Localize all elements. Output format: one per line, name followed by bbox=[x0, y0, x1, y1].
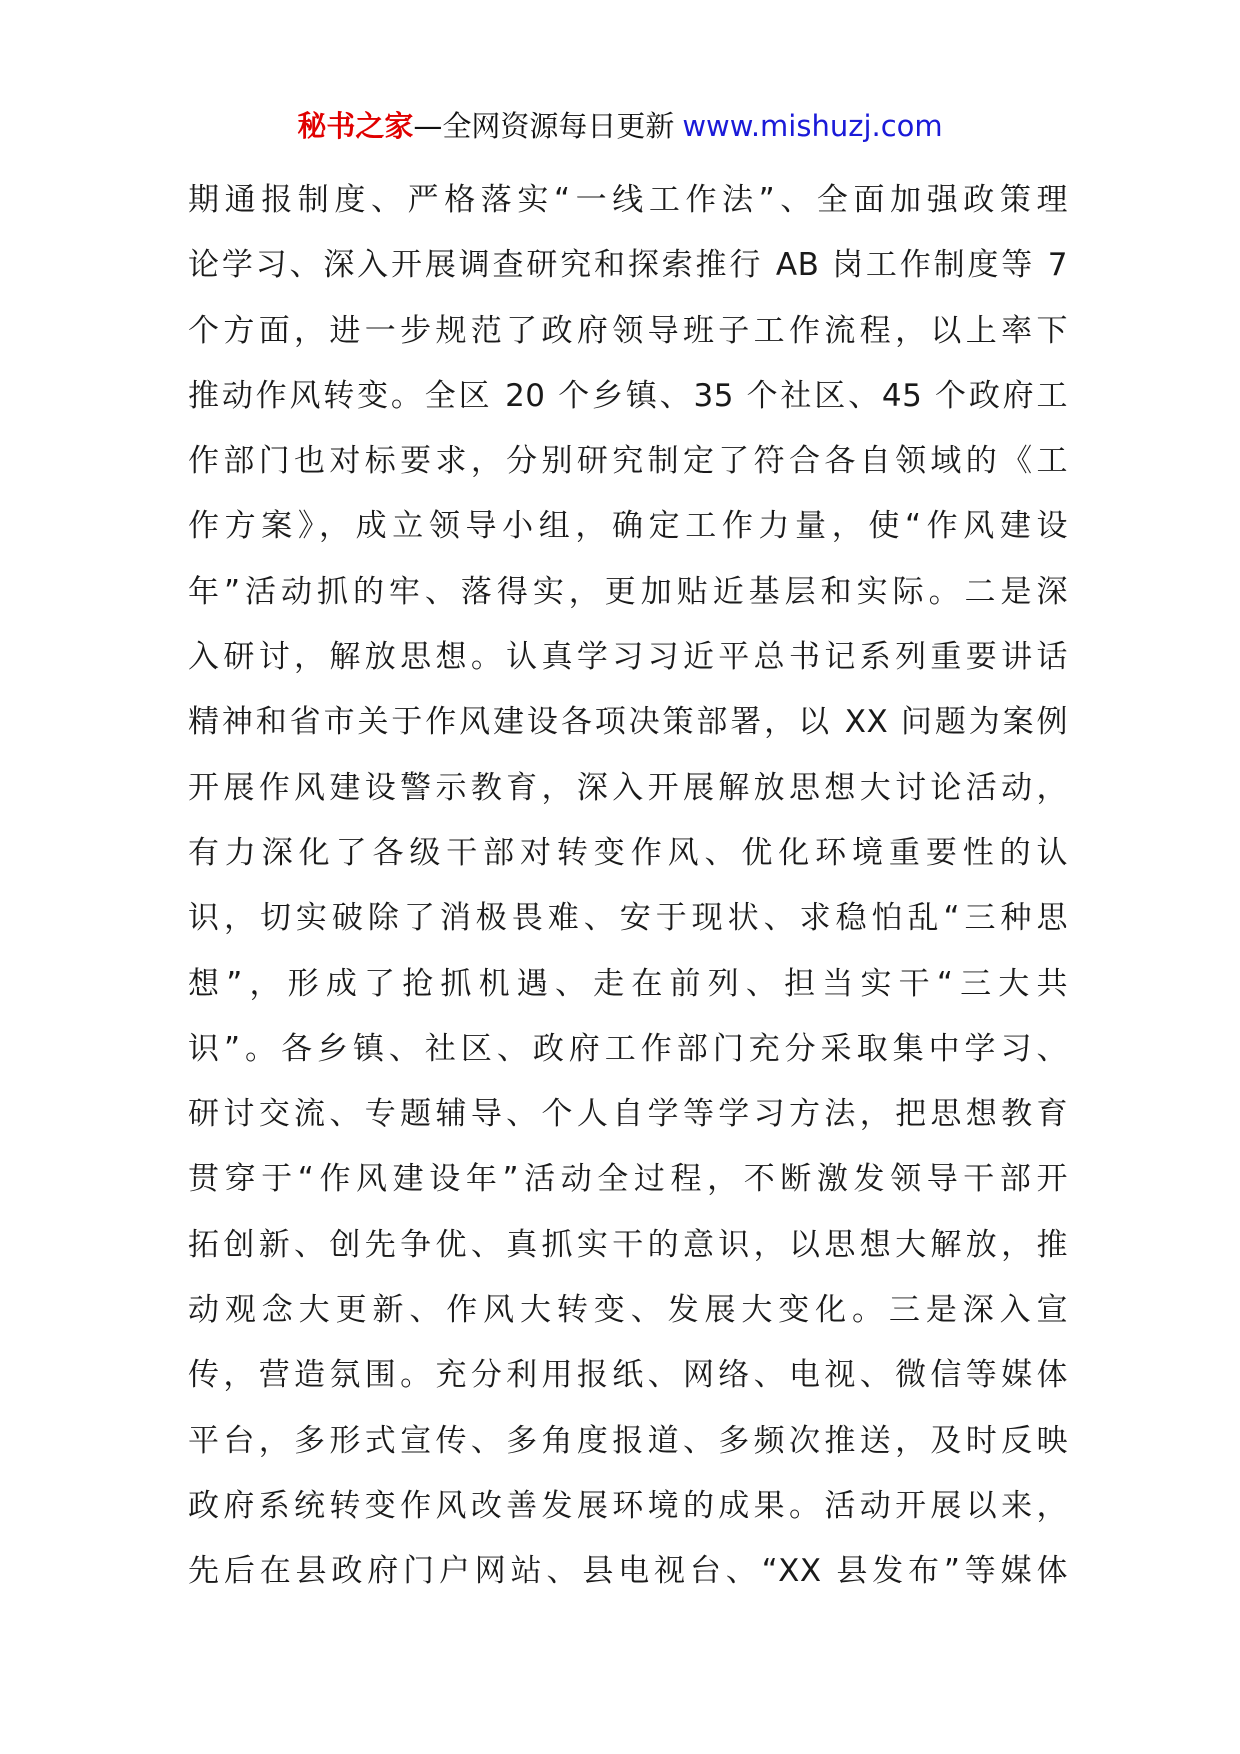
text-line: 作部门也对标要求，分别研究制定了符合各自领域的《工 bbox=[188, 443, 1068, 480]
text-line: 作方案》，成立领导小组，确定工作力量，使“作风建设 bbox=[188, 508, 1068, 545]
text-line: 传，营造氛围。充分利用报纸、网络、电视、微信等媒体 bbox=[188, 1357, 1068, 1394]
text-line: 动观念大更新、作风大转变、发展大变化。三是深入宣 bbox=[188, 1292, 1068, 1329]
text-line: 有力深化了各级干部对转变作风、优化环境重要性的认 bbox=[188, 834, 1068, 871]
text-line: 识”。各乡镇、社区、政府工作部门充分采取集中学习、 bbox=[188, 1030, 1068, 1067]
text-line: 推动作风转变。全区 20 个乡镇、35 个社区、45 个政府工 bbox=[188, 377, 1068, 414]
page-header bbox=[0, 104, 1240, 148]
body-paragraph bbox=[188, 168, 1068, 1605]
text-line: 平台，多形式宣传、多角度报道、多频次推送，及时反映 bbox=[188, 1422, 1068, 1459]
text-line: 论学习、深入开展调查研究和探索推行 AB 岗工作制度等 7 bbox=[188, 247, 1068, 284]
text-line: 想”，形成了抢抓机遇、走在前列、担当实干“三大共 bbox=[188, 965, 1068, 1002]
text-line: 期通报制度、严格落实“一线工作法”、全面加强政策理 bbox=[188, 182, 1068, 218]
text-line: 识，切实破除了消极畏难、安于现状、求稳怕乱“三种思 bbox=[188, 900, 1068, 937]
text-line: 个方面，进一步规范了政府领导班子工作流程，以上率下 bbox=[188, 312, 1068, 349]
brand-name: 秘书之家 bbox=[297, 109, 414, 143]
text-line: 开展作风建设警示教育，深入开展解放思想大讨论活动， bbox=[188, 769, 1068, 806]
header-tagline: —全网资源每日更新 bbox=[413, 109, 675, 143]
website-link[interactable]: www.mishuzj.com bbox=[682, 109, 943, 143]
text-line: 先后在县政府门户网站、县电视台、“XX 县发布”等媒体 bbox=[188, 1553, 1068, 1590]
text-line: 研讨交流、专题辅导、个人自学等学习方法，把思想教育 bbox=[188, 1096, 1068, 1133]
text-line: 政府系统转变作风改善发展环境的成果。活动开展以来， bbox=[188, 1487, 1068, 1524]
text-line: 拓创新、创先争优、真抓实干的意识，以思想大解放，推 bbox=[188, 1226, 1068, 1263]
text-line: 年”活动抓的牢、落得实，更加贴近基层和实际。二是深 bbox=[188, 573, 1068, 610]
text-line: 精神和省市关于作风建设各项决策部署，以 XX 问题为案例 bbox=[188, 704, 1068, 741]
text-line: 入研讨，解放思想。认真学习习近平总书记系列重要讲话 bbox=[188, 639, 1068, 676]
text-line: 贯穿于“作风建设年”活动全过程，不断激发领导干部开 bbox=[188, 1161, 1068, 1198]
